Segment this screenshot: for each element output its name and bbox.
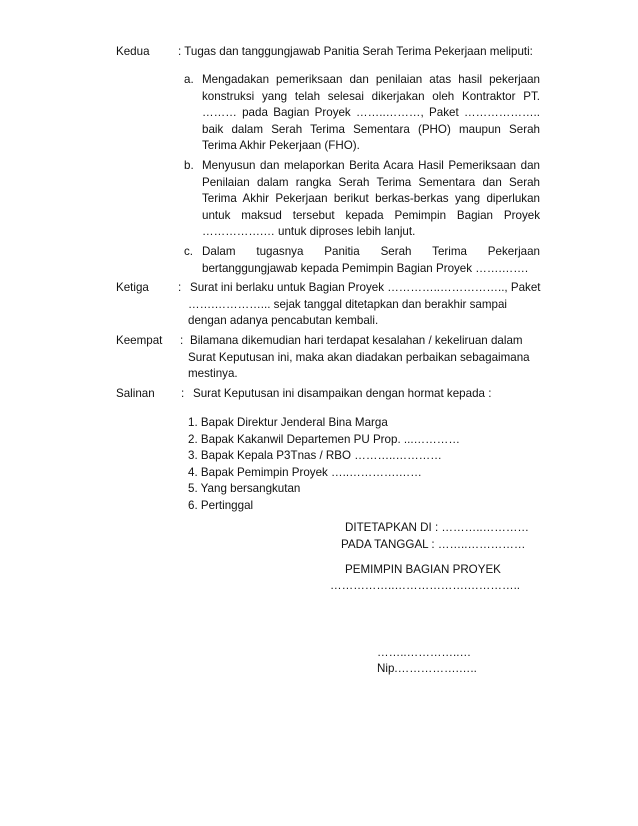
ketiga-colon: : (178, 281, 182, 294)
keempat-line: Bilamana dikemudian hari terdapat kesalahan / kekeliruan dalam (190, 334, 523, 347)
keempat-line: Surat Keputusan ini, maka akan diadakan perbaikan sebagaimana (188, 350, 530, 364)
salinan-colon: : (181, 387, 185, 400)
item-b-line: …………….… untuk diproses lebih lanjut. (202, 225, 416, 238)
signatory-title-dots: ……………..……………….………….. (330, 579, 521, 592)
item-a-line: baik dalam Serah Terima Sementara (PHO) maupun Serah (202, 122, 540, 136)
item-b-line: Terima Akhir Pekerjaan berikut berkas-berkas yang diperlukan (202, 192, 540, 205)
signatory-nip: Nip.…………….….. (377, 662, 477, 675)
item-a-line: ……… pada Bagian Proyek ……..………, Paket ……………….. (202, 106, 540, 119)
list-item: 5. Yang bersangkutan (188, 482, 301, 495)
keempat-colon: : (180, 334, 184, 347)
salinan-intro: Surat Keputusan ini disampaikan dengan hormat kepada : (193, 387, 492, 400)
list-item: 2. Bapak Kakanwil Departemen PU Prop. ...………… (188, 432, 460, 446)
keempat-line: mestinya. (188, 367, 238, 380)
item-a-line: Mengadakan pemeriksaan dan penilaian atas hasil pekerjaan (202, 73, 540, 86)
ketiga-line: …….…………... sejak tanggal ditetapkan dan berakhir sampai (188, 297, 507, 311)
salinan-label: Salinan (116, 387, 155, 400)
list-item: 3. Bapak Kepala P3Tnas / RBO ………..………… (188, 449, 442, 462)
item-a-line: konstruksi yang telah selesai dikerjakan oleh Kontraktor PT. (202, 89, 540, 103)
list-item: 4. Bapak Pemimpin Proyek …..………….…… (188, 465, 422, 479)
item-c-marker: c. (184, 245, 194, 258)
item-a-marker: a. (184, 73, 194, 86)
ditetapkan-line: DITETAPKAN DI : ………..………… (345, 521, 530, 534)
item-c-line: Dalam tugasnya Panitia Serah Terima Pekerjaan (202, 245, 540, 258)
item-b-line: untuk maksud tersebut kepada Pemimpin Bagian Proyek (202, 208, 540, 222)
pada-tanggal-line: PADA TANGGAL : ……..…………… (341, 537, 526, 551)
item-b-line: Penilaian dalam rangka Serah Terima Sementara dan Serah (202, 175, 540, 189)
item-b-marker: b. (184, 159, 194, 172)
item-b-line: Menyusun dan melaporkan Berita Acara Hasil Pemeriksaan dan (202, 159, 540, 172)
kedua-label: Kedua (116, 45, 150, 58)
list-item: 1. Bapak Direktur Jenderal Bina Marga (188, 416, 388, 429)
signatory-name-dots: ……..…………..… (377, 646, 472, 659)
signatory-title: PEMIMPIN BAGIAN PROYEK (345, 563, 501, 576)
kedua-heading: : Tugas dan tanggungjawab Panitia Serah Terima Pekerjaan meliputi: (178, 45, 533, 58)
item-a-line: Terima Akhir Pekerjaan (FHO). (202, 139, 360, 152)
list-item: 6. Pertinggal (188, 498, 254, 512)
ketiga-label: Ketiga (116, 281, 149, 294)
item-c-line: bertanggungjawab kepada Pemimpin Bagian Proyek …….……. (202, 261, 529, 275)
ketiga-line: dengan adanya pencabutan kembali. (188, 314, 379, 327)
ketiga-line: Surat ini berlaku untuk Bagian Proyek …………..…………….., Paket (190, 281, 541, 294)
keempat-label: Keempat (116, 334, 163, 347)
